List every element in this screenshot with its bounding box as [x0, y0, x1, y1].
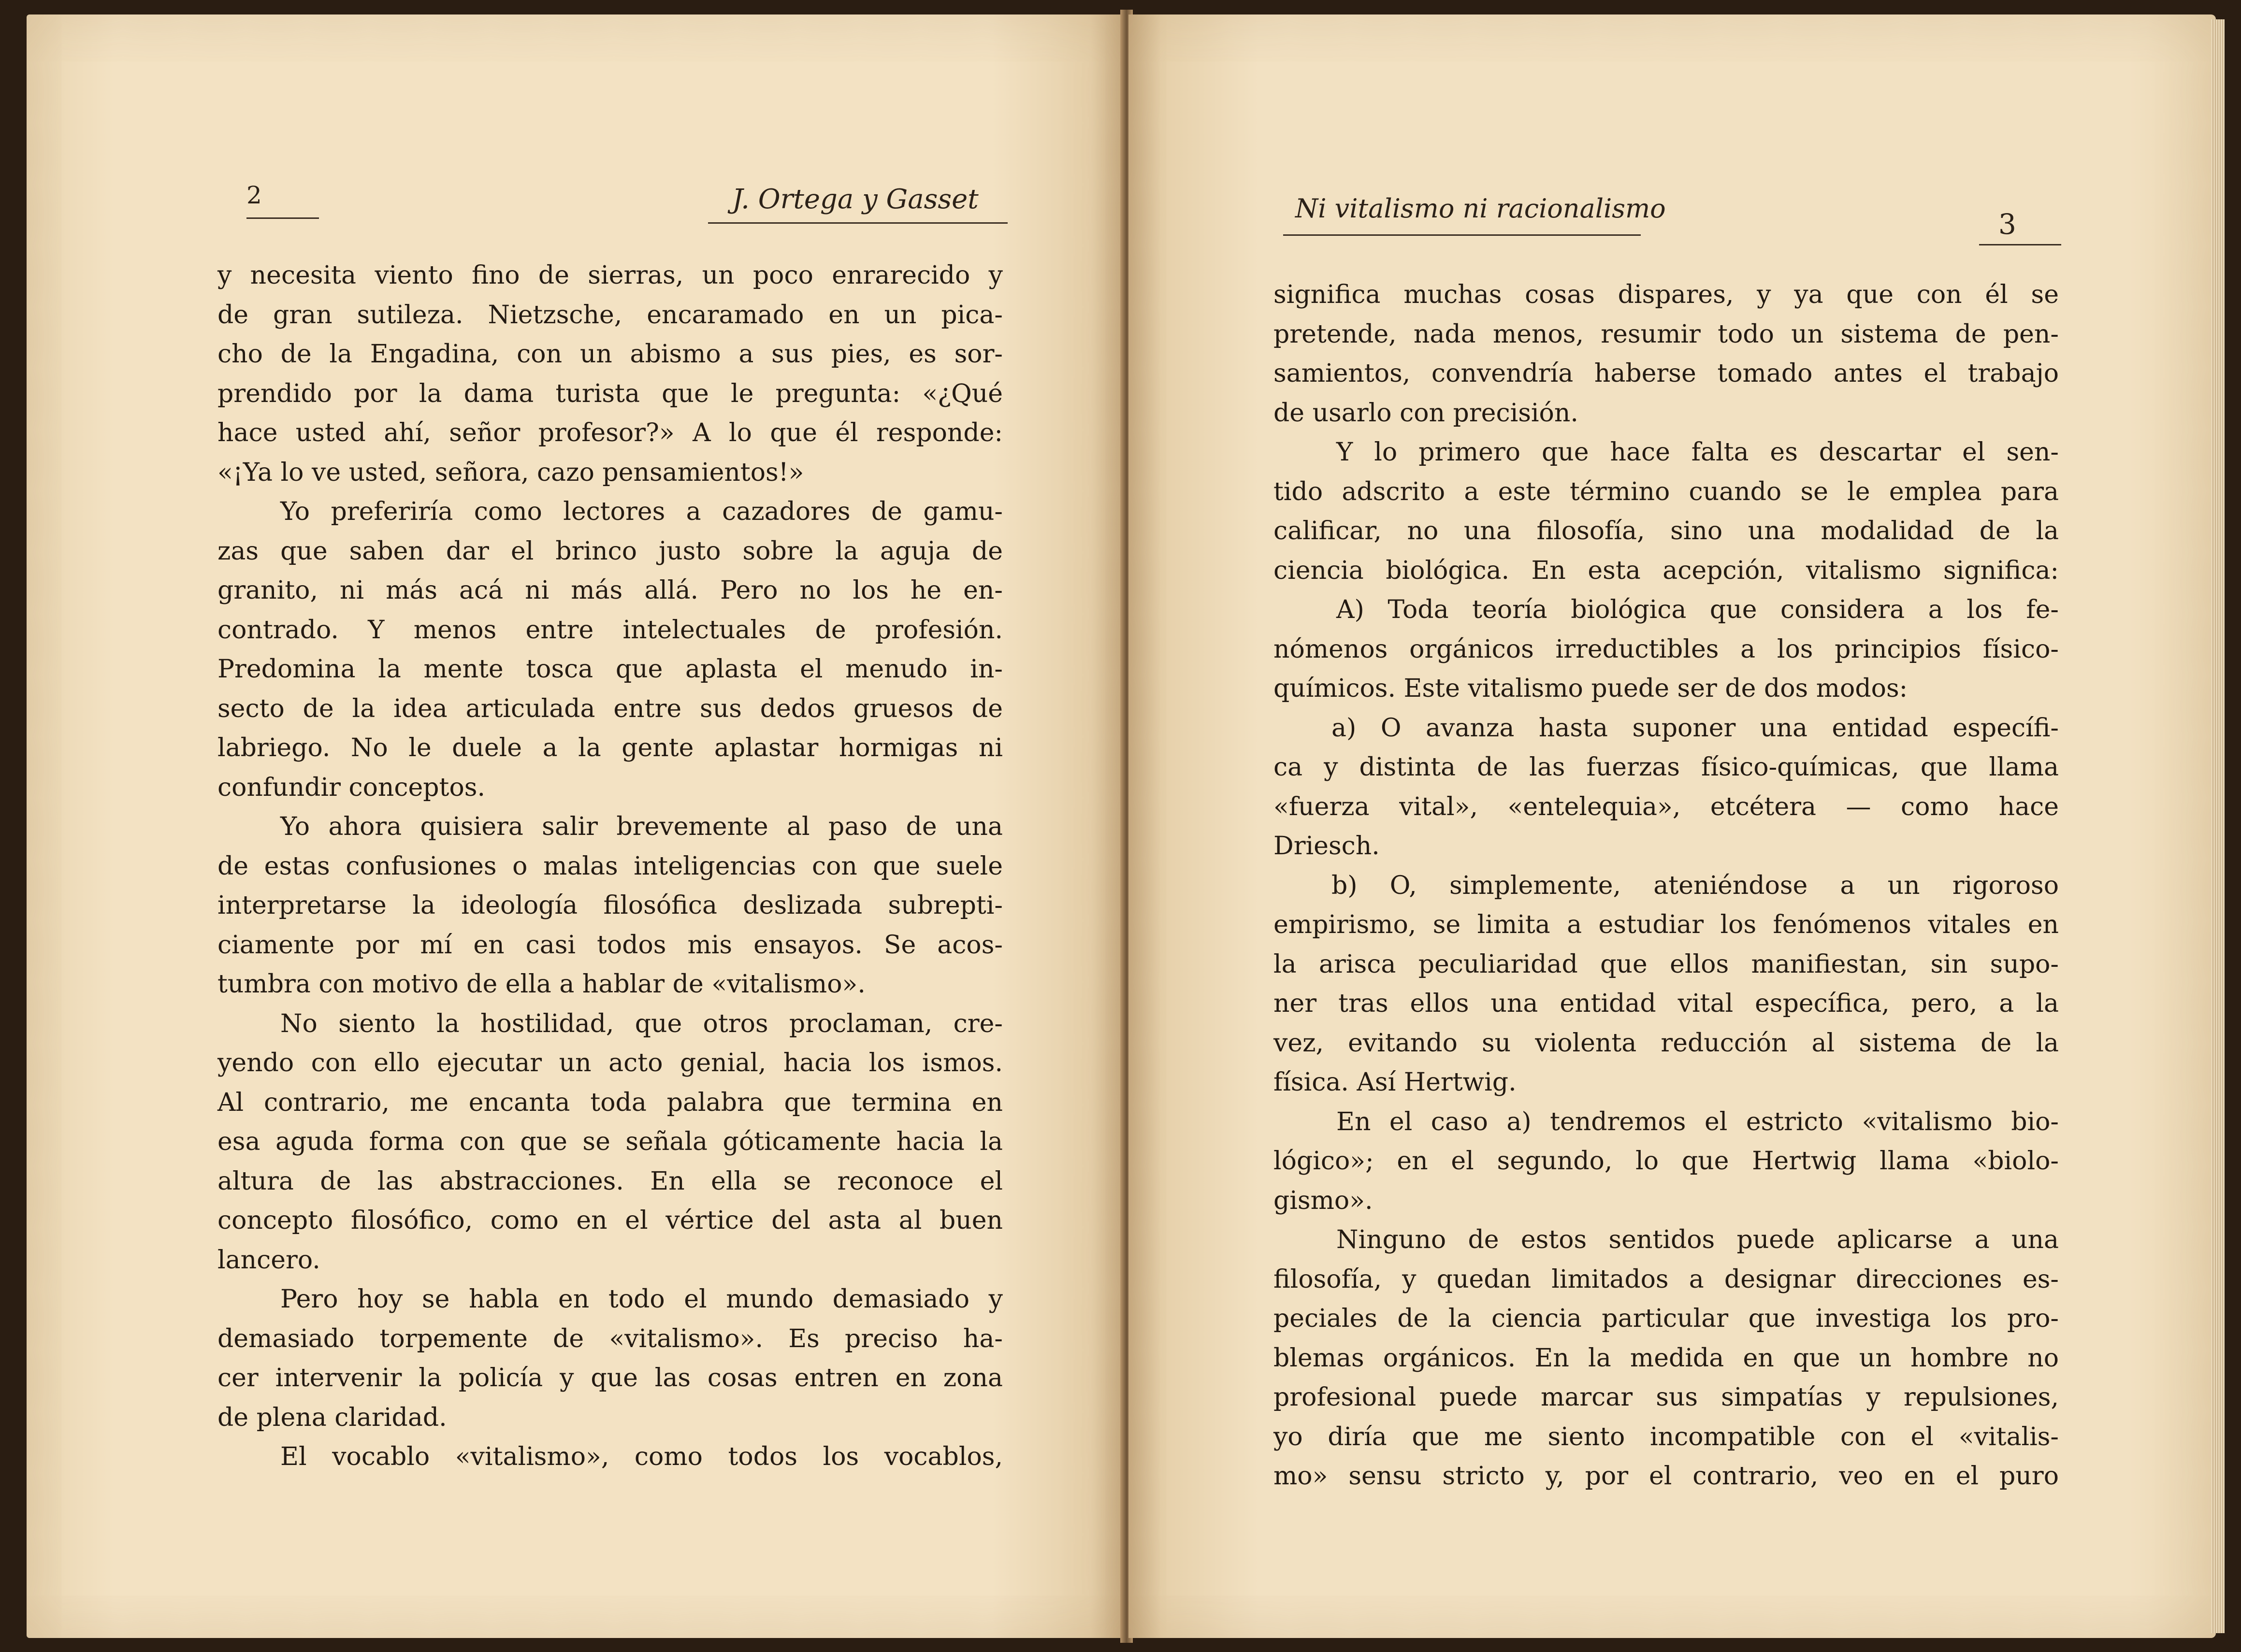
text-line: esa aguda forma con que se señala góticamente hacia la — [217, 1127, 1003, 1156]
text-line: demasiado torpemente de «vitalismo». Es preciso ha- — [217, 1324, 1003, 1353]
text-line: la arisca peculiaridad que ellos manifiestan, sin supo- — [1273, 949, 2059, 979]
text-line: Yo ahora quisiera salir brevemente al paso de una — [280, 812, 1003, 841]
left-page-number: 2 — [246, 181, 262, 209]
text-line: ciencia biológica. En esta acepción, vitalismo significa: — [1273, 556, 2059, 585]
text-line: vez, evitando su violenta reducción al sistema de la — [1273, 1028, 2059, 1058]
text-line: químicos. Este vitalismo puede ser de dos modos: — [1273, 674, 1908, 703]
text-line: concepto filosófico, como en el vértice del asta al buen — [217, 1206, 1003, 1235]
text-line: significa muchas cosas dispares, y ya que con él se — [1273, 280, 2059, 309]
text-line: de usarlo con precisión. — [1273, 398, 1578, 428]
text-line: ciamente por mí en casi todos mis ensayos. Se acos- — [217, 930, 1003, 960]
text-line: tumbra con motivo de ella a hablar de «vitalismo». — [217, 970, 866, 999]
text-line: lógico»; en el segundo, lo que Hertwig llama «biolo- — [1273, 1147, 2059, 1176]
right-running-head: Ni vitalismo ni racionalismo — [1295, 193, 1666, 224]
text-line: lancero. — [217, 1245, 320, 1275]
left-running-head-rule — [708, 222, 1008, 224]
text-line: confundir conceptos. — [217, 773, 485, 802]
text-line: blemas orgánicos. En la medida en que un hombre no — [1273, 1343, 2059, 1373]
text-line: y necesita viento fino de sierras, un poco enrarecido y — [217, 261, 1003, 290]
text-line: «¡Ya lo ve usted, señora, cazo pensamientos!» — [217, 458, 804, 487]
text-line: A) Toda teoría biológica que considera a los fe- — [1336, 595, 2059, 624]
text-line: de gran sutileza. Nietzsche, encaramado en un pica- — [217, 300, 1003, 330]
text-line: yo diría que me siento incompatible con el «vitalis- — [1273, 1422, 2059, 1451]
text-line: b) O, simplemente, ateniéndose a un rigoroso — [1331, 871, 2059, 900]
text-line: hace usted ahí, señor profesor?» A lo que él responde: — [217, 418, 1003, 447]
text-line: profesional puede marcar sus simpatías y repulsiones, — [1273, 1383, 2059, 1412]
text-line: calificar, no una filosofía, sino una modalidad de la — [1273, 517, 2059, 546]
text-line: contrado. Y menos entre intelectuales de profesión. — [217, 615, 1003, 645]
text-line: prendido por la dama turista que le pregunta: «¿Qué — [217, 379, 1003, 408]
text-line: Al contrario, me encanta toda palabra que termina en — [217, 1088, 1003, 1117]
text-line: Pero hoy se habla en todo el mundo demasiado y — [280, 1285, 1003, 1314]
text-line: a) O avanza hasta suponer una entidad específi- — [1331, 713, 2059, 743]
text-line: cer intervenir la policía y que las cosas entren en zona — [217, 1364, 1003, 1393]
right-running-head-rule — [1283, 234, 1641, 236]
right-body-text — [1273, 275, 2059, 1496]
text-line: Y lo primero que hace falta es descartar el sen- — [1336, 438, 2059, 467]
text-line: peciales de la ciencia particular que investiga los pro- — [1273, 1304, 2059, 1333]
left-page-number-rule — [246, 217, 319, 219]
text-line: secto de la idea articulada entre sus dedos gruesos de — [217, 694, 1003, 723]
text-line: Driesch. — [1273, 832, 1380, 861]
text-line: altura de las abstracciones. En ella se reconoce el — [217, 1166, 1003, 1196]
right-page-number: 3 — [1998, 208, 2016, 241]
left-body-text — [217, 256, 1003, 1477]
text-line: de estas confusiones o malas inteligencias con que suele — [217, 851, 1003, 881]
text-line: Ninguno de estos sentidos puede aplicarse a una — [1336, 1225, 2059, 1254]
text-line: No siento la hostilidad, que otros proclaman, cre- — [280, 1009, 1003, 1038]
text-line: ca y distinta de las fuerzas físico-químicas, que llama — [1273, 753, 2059, 782]
text-line: de plena claridad. — [217, 1403, 447, 1432]
text-line: nómenos orgánicos irreductibles a los principios físico- — [1273, 634, 2059, 664]
text-line: mo» sensu stricto y, por el contrario, veo en el puro — [1273, 1462, 2059, 1491]
text-line: ner tras ellos una entidad vital específica, pero, a la — [1273, 989, 2059, 1018]
text-line: zas que saben dar el brinco justo sobre la aguja de — [217, 536, 1003, 566]
text-line: física. Así Hertwig. — [1273, 1068, 1517, 1097]
text-line: gismo». — [1273, 1186, 1373, 1215]
text-line: tido adscrito a este término cuando se le emplea para — [1273, 477, 2059, 506]
text-line: labriego. No le duele a la gente aplastar hormigas ni — [217, 733, 1003, 762]
text-line: El vocablo «vitalismo», como todos los vocablos, — [280, 1442, 1003, 1471]
text-line: Yo preferiría como lectores a cazadores de gamu- — [280, 497, 1003, 526]
left-running-head: J. Ortega y Gasset — [732, 184, 979, 215]
right-page-number-rule — [1979, 244, 2061, 245]
text-line: cho de la Engadina, con un abismo a sus pies, es sor- — [217, 340, 1003, 369]
text-line: samientos, convendría haberse tomado antes el trabajo — [1273, 359, 2059, 388]
text-line: pretende, nada menos, resumir todo un sistema de pen- — [1273, 319, 2059, 349]
left-page — [27, 14, 1124, 1638]
page-edges — [2211, 19, 2225, 1633]
text-line: granito, ni más acá ni más allá. Pero no los he en- — [217, 576, 1003, 605]
text-line: empirismo, se limita a estudiar los fenómenos vitales en — [1273, 910, 2059, 939]
text-line: Predomina la mente tosca que aplasta el menudo in- — [217, 655, 1003, 684]
right-page — [1128, 14, 2216, 1638]
text-line: En el caso a) tendremos el estricto «vitalismo bio- — [1336, 1107, 2059, 1136]
text-line: filosofía, y quedan limitados a designar direcciones es- — [1273, 1264, 2059, 1294]
text-line: «fuerza vital», «entelequia», etcétera — como hace — [1273, 792, 2059, 821]
text-line: yendo con ello ejecutar un acto genial, hacia los ismos. — [217, 1049, 1003, 1077]
text-line: interpretarse la ideología filosófica deslizada subrepti- — [217, 891, 1003, 920]
